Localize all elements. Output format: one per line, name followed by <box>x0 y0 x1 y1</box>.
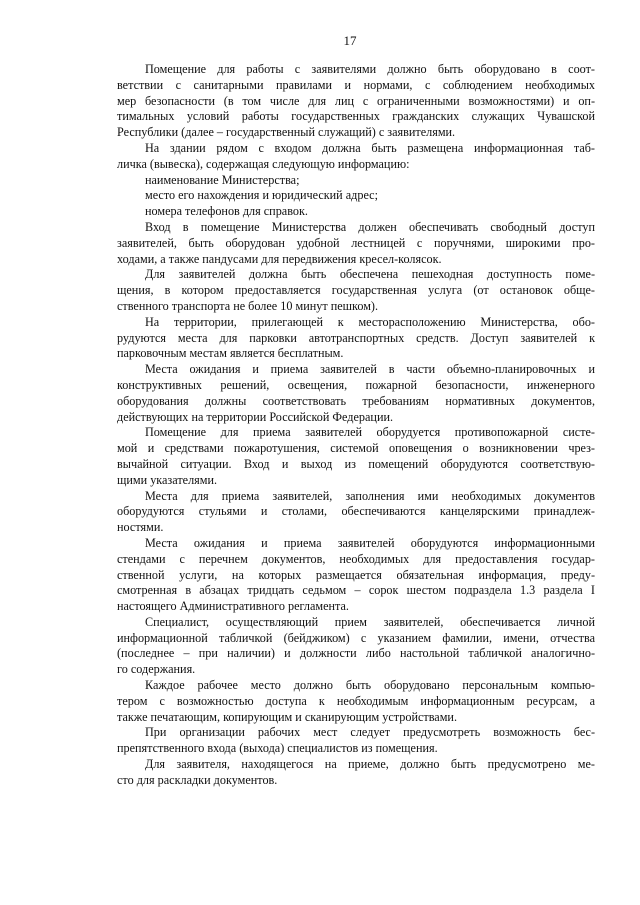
text-line: щения, в котором предоставляется государственная услуга (от остановок обще- <box>117 283 595 298</box>
text-line: рудуются места для парковки автотранспортных средств. Доступ заявителей к <box>117 330 595 345</box>
text-line: личка (вывеска), содержащая следующую информацию: <box>117 156 410 171</box>
document-body <box>117 62 595 789</box>
text-line: Места ожидания и приема заявителей оборудуются информационными <box>145 535 595 550</box>
text-line: парковочным местам является бесплатным. <box>117 346 344 361</box>
text-line: Вход в помещение Министерства должен обеспечивать свободный доступ <box>145 219 595 234</box>
text-line: тимальных условий работы государственных гражданских служащих Чувашской <box>117 109 595 124</box>
page-number: 17 <box>343 33 357 48</box>
text-line: ственной услуги, на которых размещается обязательная информация, преду- <box>117 567 595 582</box>
text-line: наименование Министерства; <box>145 172 300 187</box>
text-line: Места для приема заявителей, заполнения ими необходимых документов <box>145 488 595 503</box>
paragraph <box>117 536 595 615</box>
text-line: На здании рядом с входом должна быть размещена информационная таб- <box>145 140 595 155</box>
paragraph <box>117 757 595 789</box>
text-line: тером с возможностью доступа к необходимым информационным ресурсам, а <box>117 693 595 708</box>
text-line: Для заявителя, находящегося на приеме, должно быть предусмотрено ме- <box>145 757 595 772</box>
text-line: вычайной ситуации. Вход и выход из помещений оборудуются соответствую- <box>117 456 595 471</box>
text-line: ностями. <box>117 520 164 535</box>
text-line: также печатающим, копирующим и сканирующим устройствами. <box>117 709 457 724</box>
text-line: оборудуются стульями и столами, обеспечиваются канцелярскими принадлеж- <box>117 504 595 519</box>
text-line: Республики (далее – государственный служащий) с заявителями. <box>117 125 456 140</box>
text-line: Специалист, осуществляющий прием заявителей, обеспечивается личной <box>145 614 595 629</box>
paragraph <box>117 62 595 141</box>
text-line: ственного транспорта не более 10 минут пешком). <box>117 298 379 313</box>
text-line: смотренная в абзацах тридцать седьмом – сорок шестом подраздела 1.3 раздела I <box>117 583 595 598</box>
paragraph <box>117 315 595 362</box>
text-line: го содержания. <box>117 662 196 677</box>
text-line: На территории, прилегающей к месторасположению Министерства, обо- <box>145 314 595 329</box>
paragraph <box>117 425 595 488</box>
paragraph <box>117 220 595 267</box>
paragraph <box>117 615 595 678</box>
text-line: ветствии с санитарными правилами и нормами, с соблюдением необходимых <box>117 77 595 92</box>
paragraph <box>117 141 595 173</box>
text-line: оборудования должны соответствовать требованиям нормативных документов, <box>117 393 595 408</box>
text-line: мер безопасности (в том числе для лиц с ограниченными возможностями) и оп- <box>117 93 595 108</box>
text-line: Помещение для приема заявителей оборудуется противопожарной систе- <box>145 425 595 440</box>
paragraph <box>117 678 595 725</box>
text-line: конструктивных решений, освещения, пожарной безопасности, инженерного <box>117 377 595 392</box>
text-line: Для заявителей должна быть обеспечена пешеходная доступность поме- <box>145 267 595 282</box>
text-line: сто для раскладки документов. <box>117 772 278 787</box>
text-line: Каждое рабочее место должно быть оборудовано персональным компью- <box>145 678 595 693</box>
text-line: место его нахождения и юридический адрес; <box>145 188 378 203</box>
list-item <box>117 188 595 204</box>
paragraph <box>117 725 595 757</box>
paragraph <box>117 489 595 536</box>
text-line: Помещение для работы с заявителями должно быть оборудовано в соот- <box>145 62 595 76</box>
text-line: щими указателями. <box>117 472 218 487</box>
text-line: (последнее – при наличии) и должности либо настольной табличкой аналогично- <box>117 646 595 661</box>
text-line: стендами с перечнем документов, необходимых для предоставления государ- <box>117 551 595 566</box>
text-line: настоящего Административного регламента. <box>117 599 349 614</box>
text-line: мой и средствами пожаротушения, системой оповещения о возникновении чрез- <box>117 441 595 456</box>
list-item <box>117 204 595 220</box>
paragraph <box>117 362 595 425</box>
text-line: Места ожидания и приема заявителей в части объемно-планировочных и <box>145 362 595 377</box>
text-line: ходами, а также пандусами для передвижения кресел-колясок. <box>117 251 442 266</box>
paragraph <box>117 267 595 314</box>
text-line: При организации рабочих мест следует предусмотреть возможность бес- <box>145 725 595 740</box>
text-line: заявителей, быть оборудован удобной лестницей с поручнями, широкими про- <box>117 235 595 250</box>
text-line: препятственного входа (выхода) специалистов из помещения. <box>117 741 438 756</box>
text-line: номера телефонов для справок. <box>145 204 308 219</box>
text-line: действующих на территории Российской Федерации. <box>117 409 394 424</box>
text-line: информационной табличкой (бейджиком) с указанием фамилии, имени, отчества <box>117 630 595 645</box>
list-item <box>117 173 595 189</box>
